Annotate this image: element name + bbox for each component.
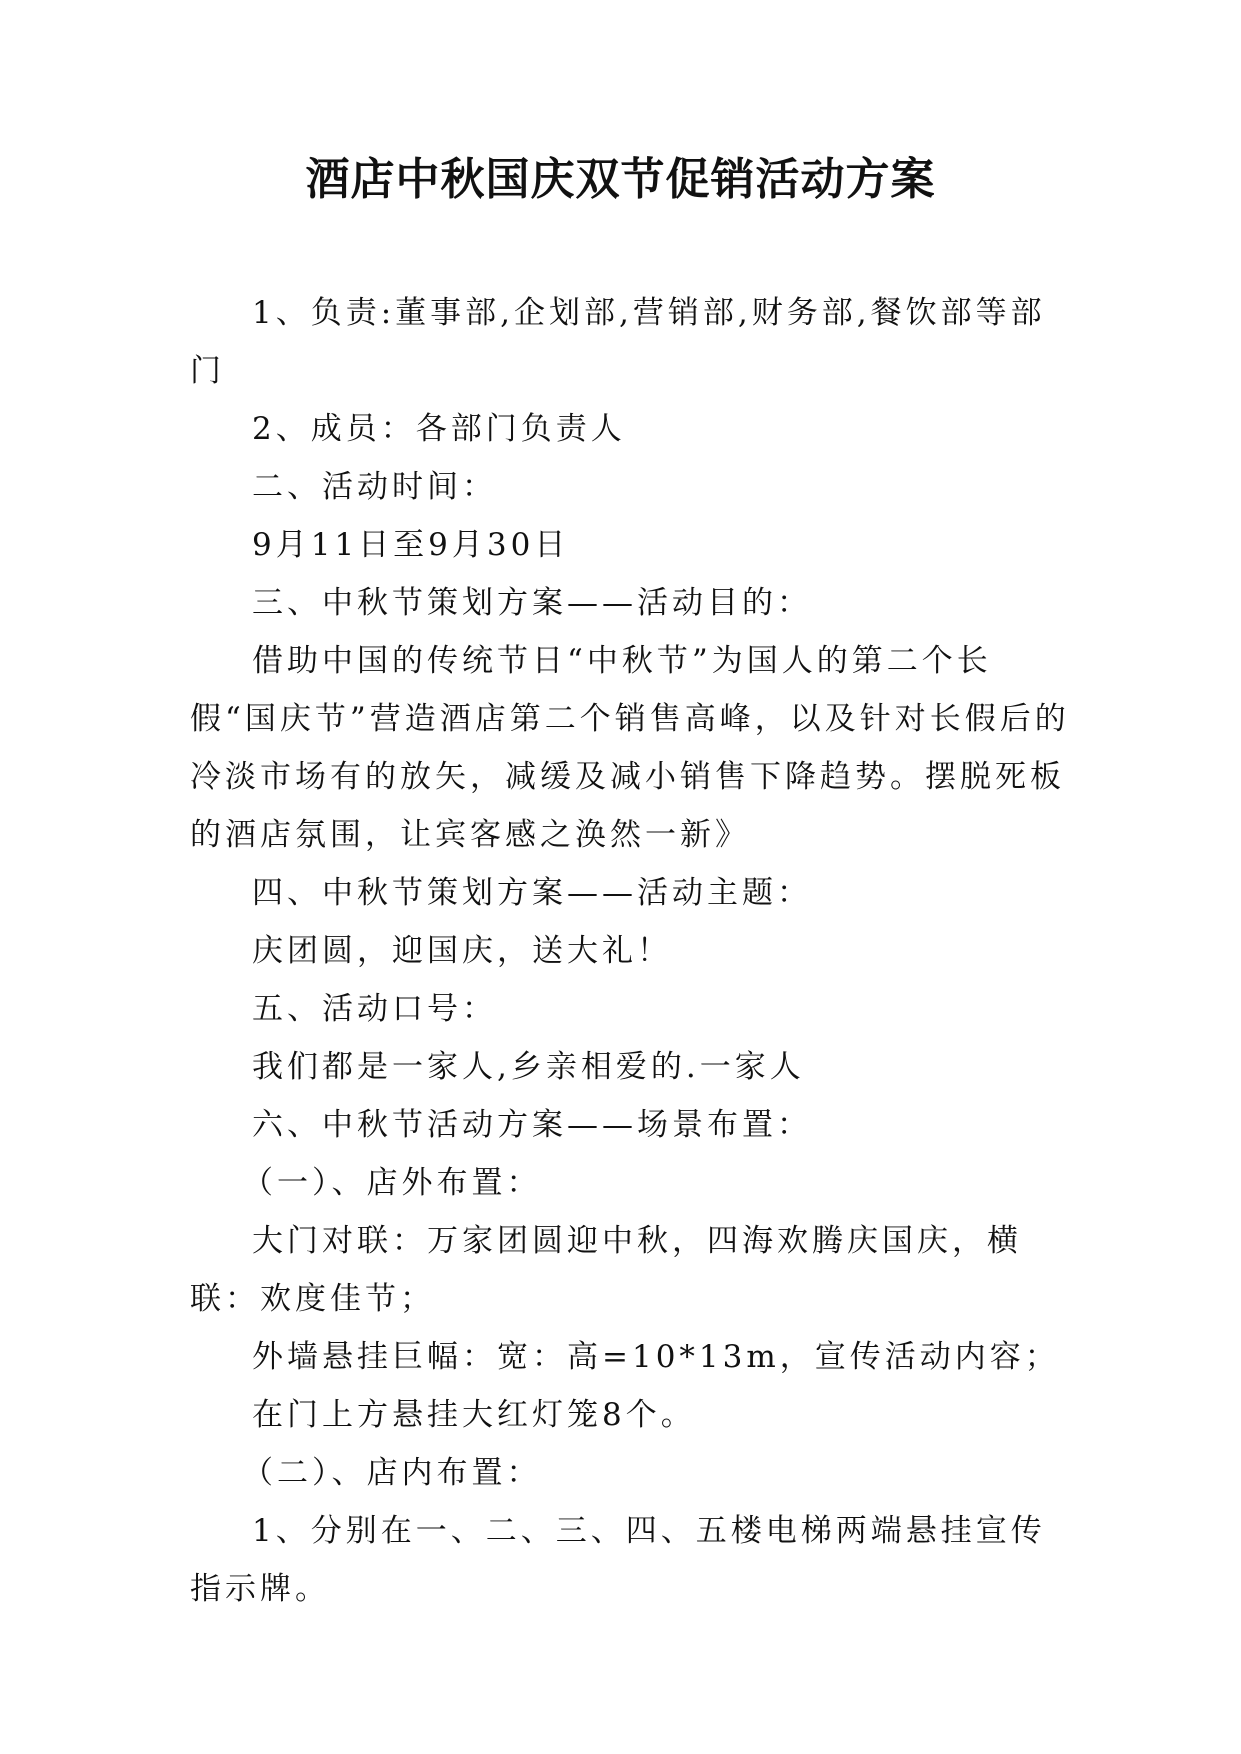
paragraph-activity-theme: 庆团圆，迎国庆，送大礼！ (252, 933, 672, 969)
heading-outside-layout: （一）、店外布置： (242, 1165, 542, 1201)
document-body (190, 284, 1080, 1618)
heading-inside-layout: （二）、店内布置： (242, 1455, 542, 1491)
paragraph-activity-dates: 9月11日至9月30日 (252, 527, 570, 563)
document-title: 酒店中秋国庆双节促销活动方案 (305, 154, 936, 205)
paragraph-elevator-signs: 1、分别在一、二、三、四、五楼电梯两端悬挂宣传指示牌。 (190, 1513, 1046, 1607)
heading-scene-layout: 六、中秋节活动方案——场景布置： (252, 1107, 812, 1143)
paragraph-responsibility: 1、负责:董事部,企划部,营销部,财务部,餐饮部等部门 (190, 295, 1046, 389)
paragraph-activity-slogan: 我们都是一家人,乡亲相爱的.一家人 (252, 1049, 805, 1085)
heading-activity-slogan: 五、活动口号： (252, 991, 497, 1027)
heading-activity-purpose: 三、中秋节策划方案——活动目的： (252, 585, 812, 621)
heading-activity-time: 二、活动时间： (252, 469, 497, 505)
paragraph-banner: 外墙悬挂巨幅：宽：高=10*13m，宣传活动内容； (252, 1339, 1060, 1375)
paragraph-couplet: 大门对联：万家团圆迎中秋，四海欢腾庆国庆，横联：欢度佳节； (190, 1223, 1022, 1317)
paragraph-activity-purpose: 借助中国的传统节日“中秋节”为国人的第二个长假“国庆节”营造酒店第二个销售高峰，以及针对长假后的冷淡市场有的放矢，减缓及减小销售下降趋势。摆脱死板的酒店氛围，让宾客感之涣然一新》 (190, 643, 1070, 853)
paragraph-members: 2、成员：各部门负责人 (252, 411, 626, 447)
heading-activity-theme: 四、中秋节策划方案——活动主题： (252, 875, 812, 911)
paragraph-lanterns: 在门上方悬挂大红灯笼8个。 (252, 1397, 696, 1433)
